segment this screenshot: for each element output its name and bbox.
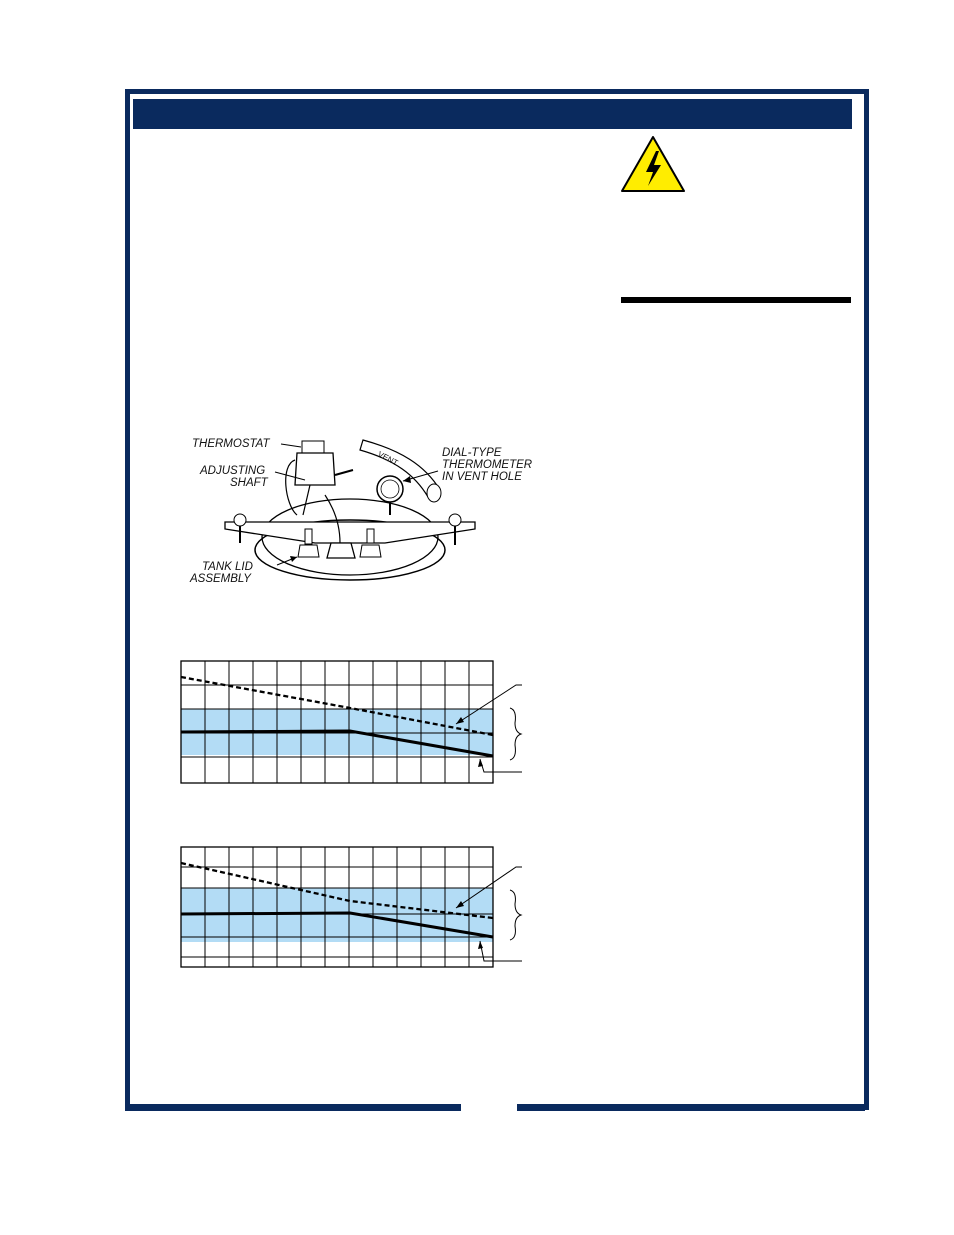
- label-dial-line2: THERMOMETER: [442, 459, 533, 471]
- bottom-border-right: [517, 1104, 865, 1111]
- bottom-border-left: [125, 1104, 461, 1111]
- label-adjusting-shaft-line2: SHAFT: [230, 477, 268, 489]
- label-tank-lid-line2: ASSEMBLY: [190, 573, 251, 585]
- label-dial-line3: IN VENT HOLE: [442, 471, 522, 483]
- label-tank-lid-line1: TANK LID: [202, 561, 253, 573]
- label-adjusting-shaft-line1: ADJUSTING: [200, 465, 266, 477]
- section-rule: [621, 297, 851, 303]
- header-bar: [133, 99, 852, 129]
- temperature-chart-1: [175, 655, 525, 790]
- label-vent: VENT: [376, 449, 400, 468]
- label-thermostat: THERMOSTAT: [192, 438, 270, 450]
- label-dial-line1: DIAL-TYPE: [442, 447, 502, 459]
- temperature-chart-2: [175, 841, 525, 971]
- electrical-hazard-icon: [620, 135, 686, 193]
- thermostat-illustration: [185, 425, 545, 595]
